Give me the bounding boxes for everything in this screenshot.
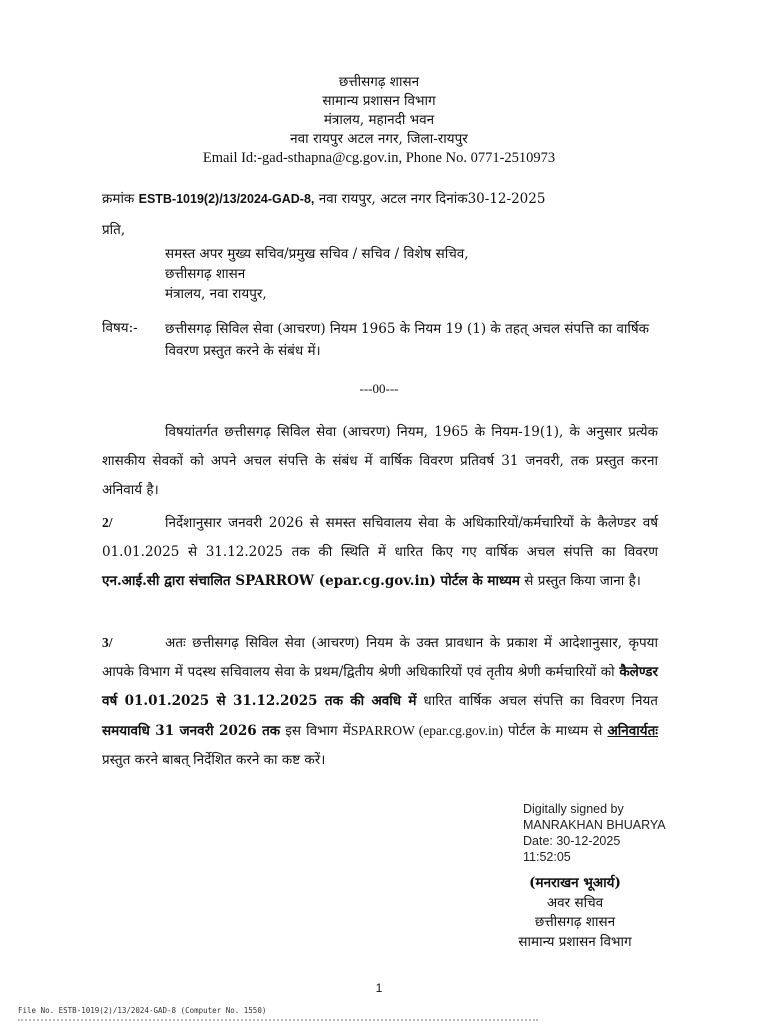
addressee-line-1: समस्त अपर मुख्य सचिव/प्रमुख सचिव / सचिव / विशेष सचिव, (165, 246, 469, 262)
subject-label: विषय:- (102, 320, 138, 336)
addressee-block (165, 244, 469, 304)
header-building: मंत्रालय, महानदी भवन (323, 112, 435, 128)
digital-signature-signer: MANRAKHAN BHUARYA (523, 818, 666, 832)
paragraph-3-deadline-bold: समयावधि 31 जनवरी 2026 तक (102, 723, 281, 739)
paragraph-3-text-i: प्रस्तुत करने बाबत् निर्देशित करने का कष्ट करें। (102, 752, 326, 768)
signatory-government: छत्तीसगढ़ शासन (534, 914, 616, 930)
footer-cropped-line (18, 1019, 538, 1026)
paragraph-1: विषयांतर्गत छत्तीसगढ़ सिविल सेवा (आचरण) नियम, 1965 के नियम-19(1), के अनुसार प्रत्येक शासकीय सेवकों को अपने अचल संपत्ति के संबंध में वार्षिक विवरण प्रतिवर्ष 31 जनवरी, तक प्रस्तुत करना अनिवार्य है। (102, 424, 658, 498)
reference-place-date: नवा रायपुर, अटल नगर दिनांक30-12-2025 (318, 191, 546, 207)
signatory-block (490, 874, 660, 952)
header-government: छत्तीसगढ़ शासन (338, 74, 420, 90)
digital-signature-line-1: Digitally signed by (523, 802, 624, 816)
header-city: नवा रायपुर अटल नगर, जिला-रायपुर (290, 131, 468, 147)
paragraph-3-text-c: धारित वार्षिक अचल संपत्ति का विवरण नियत (416, 693, 658, 709)
digital-signature-time: 11:52:05 (523, 850, 571, 864)
paragraph-2-number: 2/ (102, 515, 113, 530)
signatory-designation: अवर सचिव (546, 894, 604, 911)
paragraph-3-text-e: इस विभाग में (280, 723, 351, 739)
reference-number: ESTB-1019(2)/13/2024-GAD-8, (138, 192, 315, 206)
paragraph-3-text-g: पोर्टल के माध्यम से (502, 723, 608, 739)
paragraph-3 (102, 628, 658, 775)
digital-signature-date: Date: 30-12-2025 (523, 834, 621, 848)
paragraph-3-number: 3/ (102, 635, 113, 650)
paragraph-3-period-bold: कैलेण्डर वर्ष 01.01.2025 से 31.12.2025 तक की अवधि में (102, 664, 658, 709)
addressee-line-3: मंत्रालय, नवा रायपुर, (165, 286, 267, 302)
paragraph-2-portal-bold: एन.आई.सी द्वारा संचालित SPARROW (epar.cg.gov.in) पोर्टल के माध्यम (102, 573, 520, 589)
paragraph-2-text-a: निर्देशानुसार जनवरी 2026 से समस्त सचिवालय सेवा के अधिकारियों/कर्मचारियों के कैलेण्डर वर्ष 01.01.2025 से 31.12.2025 तक की स्थिति में धारित किए गए वार्षिक अचल संपत्ति का विवरण (102, 515, 658, 560)
header-contact: Email Id:-gad-sthapna@cg.gov.in, Phone No. 0771-2510973 (202, 150, 556, 166)
paragraph-3-portal: SPARROW (epar.cg.gov.in) (350, 723, 503, 738)
paragraph-3-text-a: अतः छत्तीसगढ़ सिविल सेवा (आचरण) नियम के उक्त प्रावधान के प्रकाश में आदेशानुसार, कृपया आपके विभाग में पदस्थ सचिवालय सेवा के प्रथम/द्वितीय श्रेणी अधिकारियों एवं तृतीय श्रेणी कर्मचारियों को (102, 635, 658, 680)
signatory-name: (मनराखन भूआर्य) (529, 875, 621, 891)
to-label: प्रति, (102, 222, 126, 238)
digital-signature-block (523, 801, 666, 865)
signatory-department: सामान्य प्रशासन विभाग (518, 933, 632, 950)
file-footer: File No. ESTB-1019(2)/13/2024-GAD-8 (Computer No. 1550) (18, 1006, 267, 1015)
reference-line (102, 189, 545, 207)
separator: ---00--- (359, 381, 399, 396)
page-number: 1 (375, 981, 383, 995)
addressee-line-2: छत्तीसगढ़ शासन (165, 266, 246, 282)
paragraph-2-text-c: से प्रस्तुत किया जाना है। (519, 573, 641, 589)
paragraph-2 (102, 508, 658, 596)
header-department: सामान्य प्रशासन विभाग (322, 93, 436, 109)
letterhead (0, 73, 758, 168)
paragraph-3-mandatory-underlined: अनिवार्यतः (607, 723, 659, 739)
subject-text: छत्तीसगढ़ सिविल सेवा (आचरण) नियम 1965 के नियम 19 (1) के तहत् अचल संपत्ति का वार्षिक विवरण प्रस्तुत करने के संबंध में। (165, 321, 650, 359)
reference-prefix: क्रमांक (102, 191, 135, 207)
